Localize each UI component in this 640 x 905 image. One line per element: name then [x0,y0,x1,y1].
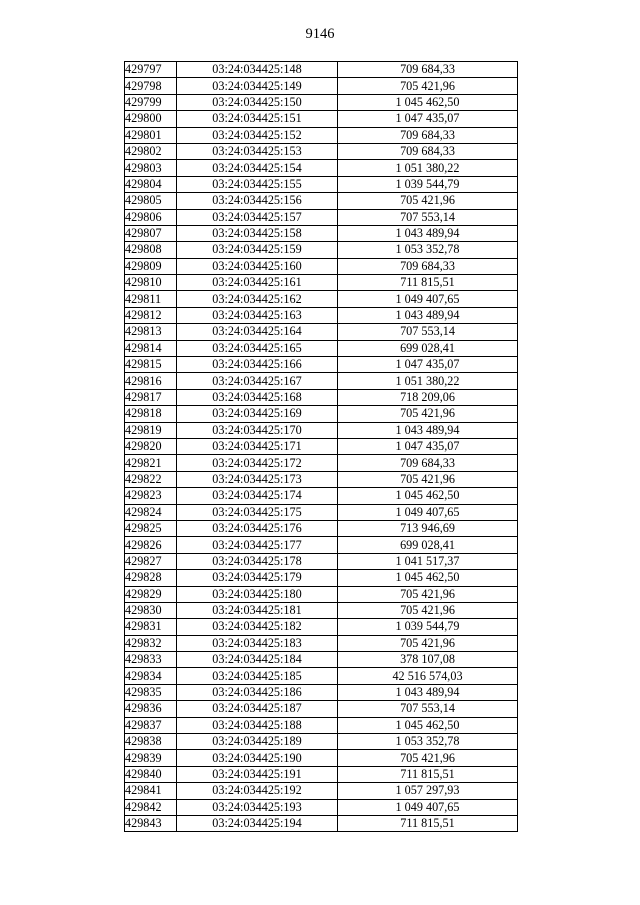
row-number-cell: 429818 [125,406,177,422]
row-number-cell: 429840 [125,766,177,782]
cadastral-value-cell: 1 043 489,94 [338,225,518,241]
cadastral-value-cell: 713 946,69 [338,520,518,536]
cadastral-value-cell: 705 421,96 [338,586,518,602]
table-row [125,62,518,78]
row-number-cell: 429803 [125,160,177,176]
row-number-cell: 429813 [125,324,177,340]
cadastral-value-cell: 1 051 380,22 [338,160,518,176]
table-row [125,406,518,422]
table-row [125,225,518,241]
table-row [125,340,518,356]
cadastral-number-cell: 03:24:034425:150 [177,94,338,110]
cadastral-value-cell: 707 553,14 [338,701,518,717]
table-row [125,602,518,618]
cadastral-value-cell: 1 051 380,22 [338,373,518,389]
row-number-cell: 429817 [125,389,177,405]
cadastral-value-cell: 1 047 435,07 [338,357,518,373]
row-number-cell: 429820 [125,438,177,454]
table-row [125,111,518,127]
cadastral-value-cell: 705 421,96 [338,406,518,422]
row-number-cell: 429823 [125,488,177,504]
cadastral-number-cell: 03:24:034425:187 [177,701,338,717]
row-number-cell: 429824 [125,504,177,520]
row-number-cell: 429809 [125,258,177,274]
table-row [125,455,518,471]
cadastral-number-cell: 03:24:034425:149 [177,78,338,94]
table-row [125,209,518,225]
row-number-cell: 429816 [125,373,177,389]
cadastral-number-cell: 03:24:034425:155 [177,176,338,192]
cadastral-value-cell: 705 421,96 [338,602,518,618]
row-number-cell: 429799 [125,94,177,110]
cadastral-number-cell: 03:24:034425:158 [177,225,338,241]
table-row [125,766,518,782]
cadastral-number-cell: 03:24:034425:152 [177,127,338,143]
table-row [125,619,518,635]
cadastral-value-cell: 705 421,96 [338,635,518,651]
cadastral-value-cell: 1 057 297,93 [338,783,518,799]
row-number-cell: 429833 [125,652,177,668]
table-row [125,635,518,651]
table-row [125,94,518,110]
cadastral-number-cell: 03:24:034425:178 [177,553,338,569]
page-number: 9146 [305,26,335,42]
row-number-cell: 429810 [125,275,177,291]
row-number-cell: 429797 [125,62,177,78]
row-number-cell: 429830 [125,602,177,618]
cadastral-number-cell: 03:24:034425:172 [177,455,338,471]
cadastral-number-cell: 03:24:034425:179 [177,570,338,586]
table-row [125,242,518,258]
row-number-cell: 429825 [125,520,177,536]
cadastral-number-cell: 03:24:034425:163 [177,307,338,323]
cadastral-value-cell: 378 107,08 [338,652,518,668]
cadastral-value-cell: 707 553,14 [338,324,518,340]
cadastral-number-cell: 03:24:034425:176 [177,520,338,536]
row-number-cell: 429832 [125,635,177,651]
cadastral-number-cell: 03:24:034425:171 [177,438,338,454]
table-row [125,471,518,487]
row-number-cell: 429812 [125,307,177,323]
cadastral-value-cell: 711 815,51 [338,766,518,782]
cadastral-number-cell: 03:24:034425:165 [177,340,338,356]
table-row [125,389,518,405]
row-number-cell: 429837 [125,717,177,733]
cadastral-number-cell: 03:24:034425:151 [177,111,338,127]
cadastral-number-cell: 03:24:034425:161 [177,275,338,291]
cadastral-number-cell: 03:24:034425:175 [177,504,338,520]
row-number-cell: 429807 [125,225,177,241]
cadastral-number-cell: 03:24:034425:166 [177,357,338,373]
table-row [125,717,518,733]
table-row [125,537,518,553]
table-row [125,258,518,274]
cadastral-value-cell: 1 043 489,94 [338,422,518,438]
cadastral-number-cell: 03:24:034425:185 [177,668,338,684]
row-number-cell: 429805 [125,193,177,209]
table-row [125,799,518,815]
row-number-cell: 429827 [125,553,177,569]
cadastral-number-cell: 03:24:034425:159 [177,242,338,258]
cadastral-number-cell: 03:24:034425:169 [177,406,338,422]
table-row [125,275,518,291]
cadastral-number-cell: 03:24:034425:153 [177,143,338,159]
cadastral-number-cell: 03:24:034425:191 [177,766,338,782]
cadastral-value-cell: 709 684,33 [338,127,518,143]
table-row [125,193,518,209]
row-number-cell: 429836 [125,701,177,717]
row-number-cell: 429798 [125,78,177,94]
table-row [125,750,518,766]
table-row [125,357,518,373]
table-row [125,160,518,176]
cadastral-value-cell: 707 553,14 [338,209,518,225]
row-number-cell: 429806 [125,209,177,225]
table-row [125,668,518,684]
cadastral-number-cell: 03:24:034425:154 [177,160,338,176]
table-row [125,734,518,750]
cadastral-value-cell: 705 421,96 [338,193,518,209]
row-number-cell: 429834 [125,668,177,684]
cadastral-value-cell: 711 815,51 [338,275,518,291]
row-number-cell: 429804 [125,176,177,192]
cadastral-number-cell: 03:24:034425:180 [177,586,338,602]
row-number-cell: 429843 [125,815,177,831]
cadastral-value-cell: 1 047 435,07 [338,111,518,127]
row-number-cell: 429800 [125,111,177,127]
cadastral-number-cell: 03:24:034425:170 [177,422,338,438]
row-number-cell: 429821 [125,455,177,471]
table-row [125,684,518,700]
row-number-cell: 429808 [125,242,177,258]
row-number-cell: 429815 [125,357,177,373]
table-row [125,307,518,323]
cadastral-value-cell: 709 684,33 [338,455,518,471]
cadastral-number-cell: 03:24:034425:190 [177,750,338,766]
table-row [125,78,518,94]
row-number-cell: 429819 [125,422,177,438]
cadastral-number-cell: 03:24:034425:186 [177,684,338,700]
table-row [125,815,518,831]
table-row [125,520,518,536]
cadastral-number-cell: 03:24:034425:156 [177,193,338,209]
cadastral-value-table [124,61,518,832]
cadastral-number-cell: 03:24:034425:188 [177,717,338,733]
cadastral-value-cell: 1 039 544,79 [338,176,518,192]
row-number-cell: 429842 [125,799,177,815]
cadastral-value-cell: 1 045 462,50 [338,488,518,504]
cadastral-value-cell: 705 421,96 [338,471,518,487]
cadastral-number-cell: 03:24:034425:148 [177,62,338,78]
cadastral-number-cell: 03:24:034425:162 [177,291,338,307]
cadastral-number-cell: 03:24:034425:167 [177,373,338,389]
cadastral-value-cell: 705 421,96 [338,750,518,766]
cadastral-value-cell: 1 049 407,65 [338,504,518,520]
table-row [125,143,518,159]
table-row [125,291,518,307]
cadastral-value-cell: 709 684,33 [338,143,518,159]
cadastral-value-cell: 705 421,96 [338,78,518,94]
cadastral-number-cell: 03:24:034425:194 [177,815,338,831]
cadastral-number-cell: 03:24:034425:182 [177,619,338,635]
cadastral-number-cell: 03:24:034425:164 [177,324,338,340]
table-row [125,176,518,192]
table-row [125,422,518,438]
cadastral-number-cell: 03:24:034425:183 [177,635,338,651]
cadastral-number-cell: 03:24:034425:184 [177,652,338,668]
cadastral-value-cell: 1 041 517,37 [338,553,518,569]
cadastral-number-cell: 03:24:034425:181 [177,602,338,618]
row-number-cell: 429811 [125,291,177,307]
table-row [125,488,518,504]
row-number-cell: 429802 [125,143,177,159]
table-row [125,373,518,389]
cadastral-number-cell: 03:24:034425:168 [177,389,338,405]
cadastral-number-cell: 03:24:034425:157 [177,209,338,225]
cadastral-value-cell: 699 028,41 [338,537,518,553]
cadastral-value-cell: 1 053 352,78 [338,734,518,750]
cadastral-value-cell: 709 684,33 [338,62,518,78]
table-row [125,701,518,717]
row-number-cell: 429814 [125,340,177,356]
cadastral-number-cell: 03:24:034425:177 [177,537,338,553]
cadastral-value-cell: 1 043 489,94 [338,684,518,700]
row-number-cell: 429801 [125,127,177,143]
cadastral-value-cell: 1 045 462,50 [338,94,518,110]
cadastral-value-cell: 1 045 462,50 [338,717,518,733]
cadastral-value-cell: 1 053 352,78 [338,242,518,258]
cadastral-value-cell: 1 049 407,65 [338,799,518,815]
cadastral-value-cell: 42 516 574,03 [338,668,518,684]
cadastral-number-cell: 03:24:034425:160 [177,258,338,274]
table-row [125,438,518,454]
row-number-cell: 429838 [125,734,177,750]
cadastral-number-cell: 03:24:034425:189 [177,734,338,750]
table-body [125,62,518,832]
cadastral-value-cell: 1 043 489,94 [338,307,518,323]
table-row [125,586,518,602]
table-row [125,652,518,668]
cadastral-number-cell: 03:24:034425:193 [177,799,338,815]
cadastral-number-cell: 03:24:034425:173 [177,471,338,487]
cadastral-value-cell: 1 047 435,07 [338,438,518,454]
cadastral-value-cell: 709 684,33 [338,258,518,274]
table-row [125,553,518,569]
cadastral-number-cell: 03:24:034425:192 [177,783,338,799]
cadastral-value-cell: 1 045 462,50 [338,570,518,586]
cadastral-number-cell: 03:24:034425:174 [177,488,338,504]
cadastral-value-cell: 711 815,51 [338,815,518,831]
table-row [125,504,518,520]
cadastral-value-cell: 699 028,41 [338,340,518,356]
row-number-cell: 429828 [125,570,177,586]
row-number-cell: 429831 [125,619,177,635]
table-row [125,324,518,340]
row-number-cell: 429841 [125,783,177,799]
cadastral-value-cell: 1 049 407,65 [338,291,518,307]
cadastral-value-cell: 1 039 544,79 [338,619,518,635]
table-row [125,570,518,586]
row-number-cell: 429826 [125,537,177,553]
row-number-cell: 429822 [125,471,177,487]
table-row [125,127,518,143]
cadastral-value-cell: 718 209,06 [338,389,518,405]
row-number-cell: 429839 [125,750,177,766]
row-number-cell: 429829 [125,586,177,602]
table-row [125,783,518,799]
row-number-cell: 429835 [125,684,177,700]
